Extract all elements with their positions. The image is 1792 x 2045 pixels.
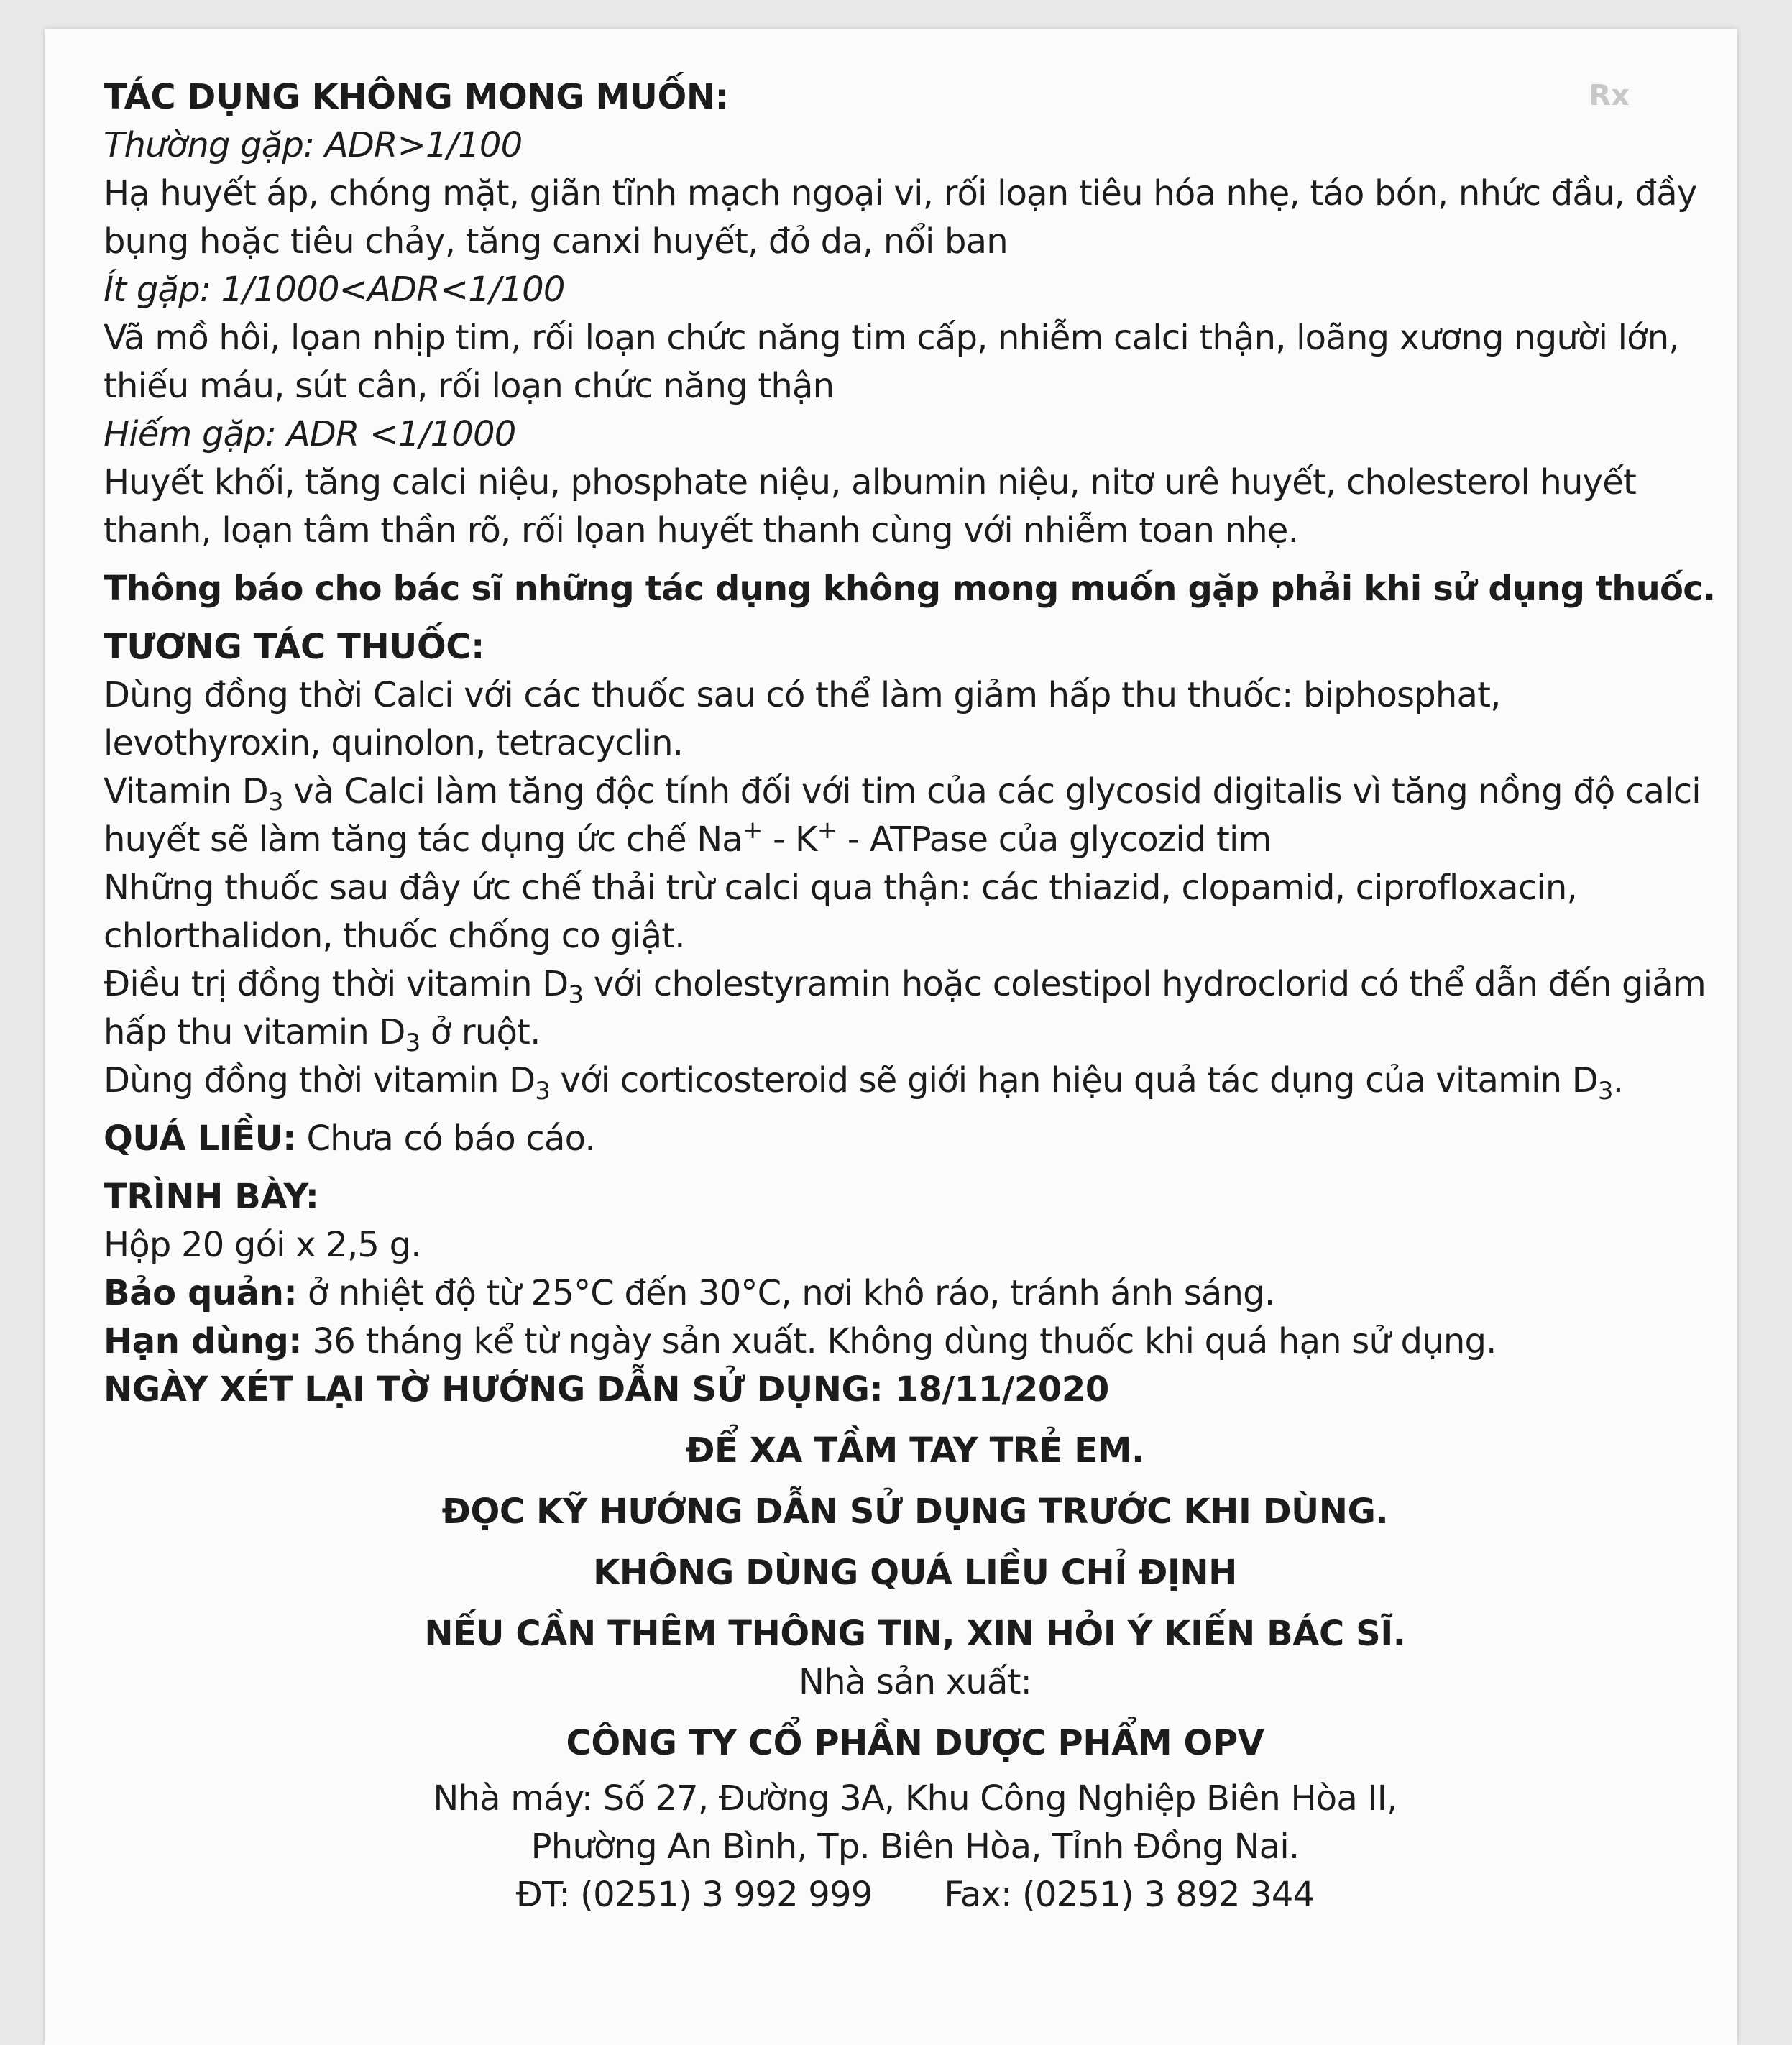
common-effects-text: Hạ huyết áp, chóng mặt, giãn tĩnh mạch ngoại vi, rối loạn tiêu hóa nhẹ, táo bón, nhức đầu, đầy bụng hoặc tiêu chảy, tăng canxi huyết, đỏ da, nổi ban (104, 173, 1697, 262)
interaction-paragraph-1: Dùng đồng thời Calci với các thuốc sau có thể làm giảm hấp thu thuốc: biphosphat, levothyroxin, quinolon, tetracyclin. (104, 675, 1501, 763)
storage-line (104, 1269, 1727, 1318)
leaflet-page (45, 29, 1737, 2045)
common-frequency-label: Thường gặp: ADR>1/100 (104, 125, 523, 165)
warning-consult-doctor: NẾU CẦN THÊM THÔNG TIN, XIN HỎI Ý KIẾN BÁC SĨ. (424, 1614, 1406, 1654)
overdose-line (104, 1115, 1727, 1163)
interactions-heading: TƯƠNG TÁC THUỐC: (104, 627, 484, 667)
storage-text: ở nhiệt độ từ 25°C đến 30°C, nơi khô ráo, tránh ánh sáng. (297, 1273, 1275, 1313)
adverse-notice: Thông báo cho bác sĩ những tác dụng không mong muốn gặp phải khi sử dụng thuốc. (104, 569, 1716, 609)
overdose-label: QUÁ LIỀU: (104, 1118, 296, 1159)
leaflet-column (104, 73, 1727, 1919)
package-text: Hộp 20 gói x 2,5 g. (104, 1225, 421, 1265)
warning-read-carefully: ĐỌC KỸ HƯỚNG DẪN SỬ DỤNG TRƯỚC KHI DÙNG. (441, 1492, 1389, 1532)
manufacturer-company: CÔNG TY CỔ PHẦN DƯỢC PHẨM OPV (566, 1723, 1264, 1763)
interaction-paragraph-2: Vitamin $D_3$ và Calci làm tăng độc tính đối với tim của các glycosid digitalis vì tăng nồng độ calci huyết sẽ làm tăng tác dụng ức chế Na+ - K+ - ATPase của glycozid tim (104, 771, 1701, 860)
manufacturer-address-1: Nhà máy: Số 27, Đường 3A, Khu Công Nghiệp Biên Hòa II, (433, 1778, 1397, 1819)
interaction-paragraph-5: Dùng đồng thời vitamin $D_3$ với corticosteroid sẽ giới hạn hiệu quả tác dụng của vitamin $D_3$. (104, 1060, 1624, 1106)
interaction-paragraph-4: Điều trị đồng thời vitamin $D_3$ với cholestyramin hoặc colestipol hydroclorid có thể dẫn đến giảm hấp thu vitamin $D_3$ ở ruột. (104, 964, 1706, 1057)
warning-no-overdose: KHÔNG DÙNG QUÁ LIỀU CHỈ ĐỊNH (593, 1553, 1237, 1593)
manufacturer-label: Nhà sản xuất: (799, 1662, 1031, 1702)
presentation-heading: TRÌNH BÀY: (104, 1177, 319, 1217)
overdose-text: Chưa có báo cáo. (295, 1118, 595, 1159)
interaction-paragraph-3: Những thuốc sau đây ức chế thải trừ calci qua thận: các thiazid, clopamid, ciprofloxacin, chlorthalidon, thuốc chống co giật. (104, 868, 1577, 956)
manufacturer-contact (104, 1871, 1727, 1919)
adverse-heading: TÁC DỤNG KHÔNG MONG MUỐN: (104, 77, 729, 117)
storage-label: Bảo quản: (104, 1273, 298, 1313)
uncommon-effects-text: Vã mồ hôi, lọan nhịp tim, rối loạn chức năng tim cấp, nhiễm calci thận, loãng xương người lớn, thiếu máu, sút cân, rối loạn chức năng thận (104, 318, 1679, 406)
rare-frequency-label: Hiếm gặp: ADR <1/1000 (104, 414, 516, 454)
warning-keep-away: ĐỂ XA TẦM TAY TRẺ EM. (686, 1430, 1144, 1471)
manufacturer-fax: Fax: (0251) 3 892 344 (944, 1875, 1315, 1915)
manufacturer-address-2: Phường An Bình, Tp. Biên Hòa, Tỉnh Đồng Nai. (530, 1826, 1300, 1867)
rx-mark-bleedthrough: Rx (1589, 79, 1630, 112)
manufacturer-phone: ĐT: (0251) 3 992 999 (515, 1875, 873, 1915)
uncommon-frequency-label: Ít gặp: 1/1000<ADR<1/100 (104, 270, 565, 310)
expiry-label: Hạn dùng: (104, 1321, 303, 1361)
review-date: NGÀY XÉT LẠI TỜ HƯỚNG DẪN SỬ DỤNG: 18/11/2020 (104, 1369, 1109, 1410)
rare-effects-text: Huyết khối, tăng calci niệu, phosphate niệu, albumin niệu, nitơ urê huyết, cholesterol huyết thanh, loạn tâm thần rõ, rối lọan huyết thanh cùng với nhiễm toan nhẹ. (104, 462, 1637, 551)
expiry-line (104, 1318, 1727, 1366)
expiry-text: 36 tháng kể từ ngày sản xuất. Không dùng thuốc khi quá hạn sử dụng. (302, 1321, 1497, 1361)
